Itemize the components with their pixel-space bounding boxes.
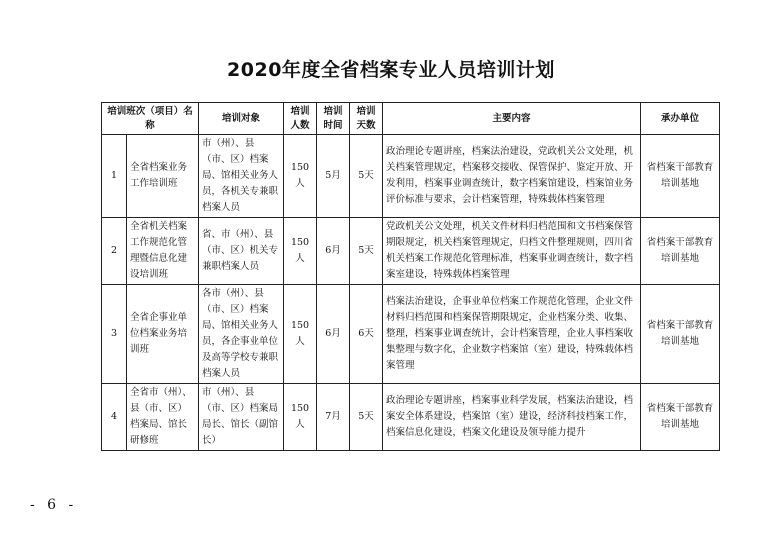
table-row [102,384,720,451]
training-time: 6月 [317,218,350,285]
class-name: 全省档案业务工作培训班 [127,135,199,218]
class-name: 全省企事业单位档案业务培训班 [127,285,199,384]
training-days: 5天 [350,135,383,218]
training-target: 市（州）、县（市、区）档案局、馆相关业务人员，各机关专兼职档案人员 [199,135,284,218]
training-days: 6天 [350,285,383,384]
organizer: 省档案干部教育培训基地 [641,285,720,384]
trainee-count: 150人 [284,218,317,285]
header-days: 培训天数 [350,103,383,135]
training-time: 6月 [317,285,350,384]
training-days: 5天 [350,384,383,451]
trainee-count: 150人 [284,135,317,218]
training-plan-table [101,102,720,451]
training-days: 5天 [350,218,383,285]
organizer: 省档案干部教育培训基地 [641,135,720,218]
header-organizer: 承办单位 [641,103,720,135]
header-target: 培训对象 [199,103,284,135]
training-target: 省、市（州）、县（市、区）机关专兼职档案人员 [199,218,284,285]
class-name: 全省市（州）、县（市、区）档案局、馆长研修班 [127,384,199,451]
main-content: 政治理论专题讲座，档案法治建设，党政机关公文处理，机关档案管理规定，档案移交接收、保管保护、鉴定开放、开发利用，档案事业调查统计，数字档案馆建设，档案馆业务评价标准与要求，会计档案管理，特殊载体档案管理 [383,135,641,218]
main-content: 党政机关公文处理，机关文件材料归档范围和文书档案保管期限规定，机关档案管理规定，归档文件整理规则，四川省机关档案工作规范化管理标准，档案事业调查统计，数字档案室建设，特殊载体档案管理 [383,218,641,285]
page-title: 2020年度全省档案专业人员培训计划 [227,59,555,81]
trainee-count: 150人 [284,384,317,451]
row-number: 2 [102,218,127,285]
organizer: 省档案干部教育培训基地 [641,218,720,285]
page-number: - 6 - [30,497,78,513]
table-row [102,218,720,285]
table-row [102,135,720,218]
organizer: 省档案干部教育培训基地 [641,384,720,451]
header-time: 培训时间 [317,103,350,135]
main-content: 政治理论专题讲座，档案事业科学发展，档案法治建设，档案安全体系建设，档案馆（室）建设，经济科技档案工作，档案信息化建设，档案文化建设及领导能力提升 [383,384,641,451]
class-name: 全省机关档案工作规范化管理暨信息化建设培训班 [127,218,199,285]
table-row [102,285,720,384]
training-time: 7月 [317,384,350,451]
row-number: 1 [102,135,127,218]
trainee-count: 150人 [284,285,317,384]
training-time: 5月 [317,135,350,218]
table-header-row [102,103,720,135]
header-content: 主要内容 [383,103,641,135]
training-target: 各市（州）、县（市、区）档案局、馆相关业务人员，各企事业单位及高等学校专兼职档案人员 [199,285,284,384]
header-count: 培训人数 [284,103,317,135]
main-content: 档案法治建设，企事业单位档案工作规范化管理，企业文件材料归档范围和档案保管期限规定，企业档案分类、收集、整理，档案事业调查统计，会计档案管理，企业人事档案收集整理与数字化，企业数字档案馆（室）建设，特殊载体档案管理 [383,285,641,384]
row-number: 3 [102,285,127,384]
training-target: 市（州）、县（市、区）档案局局长、馆长（副馆长） [199,384,284,451]
row-number: 4 [102,384,127,451]
header-class-name: 培训班次（项目）名称 [102,103,199,135]
